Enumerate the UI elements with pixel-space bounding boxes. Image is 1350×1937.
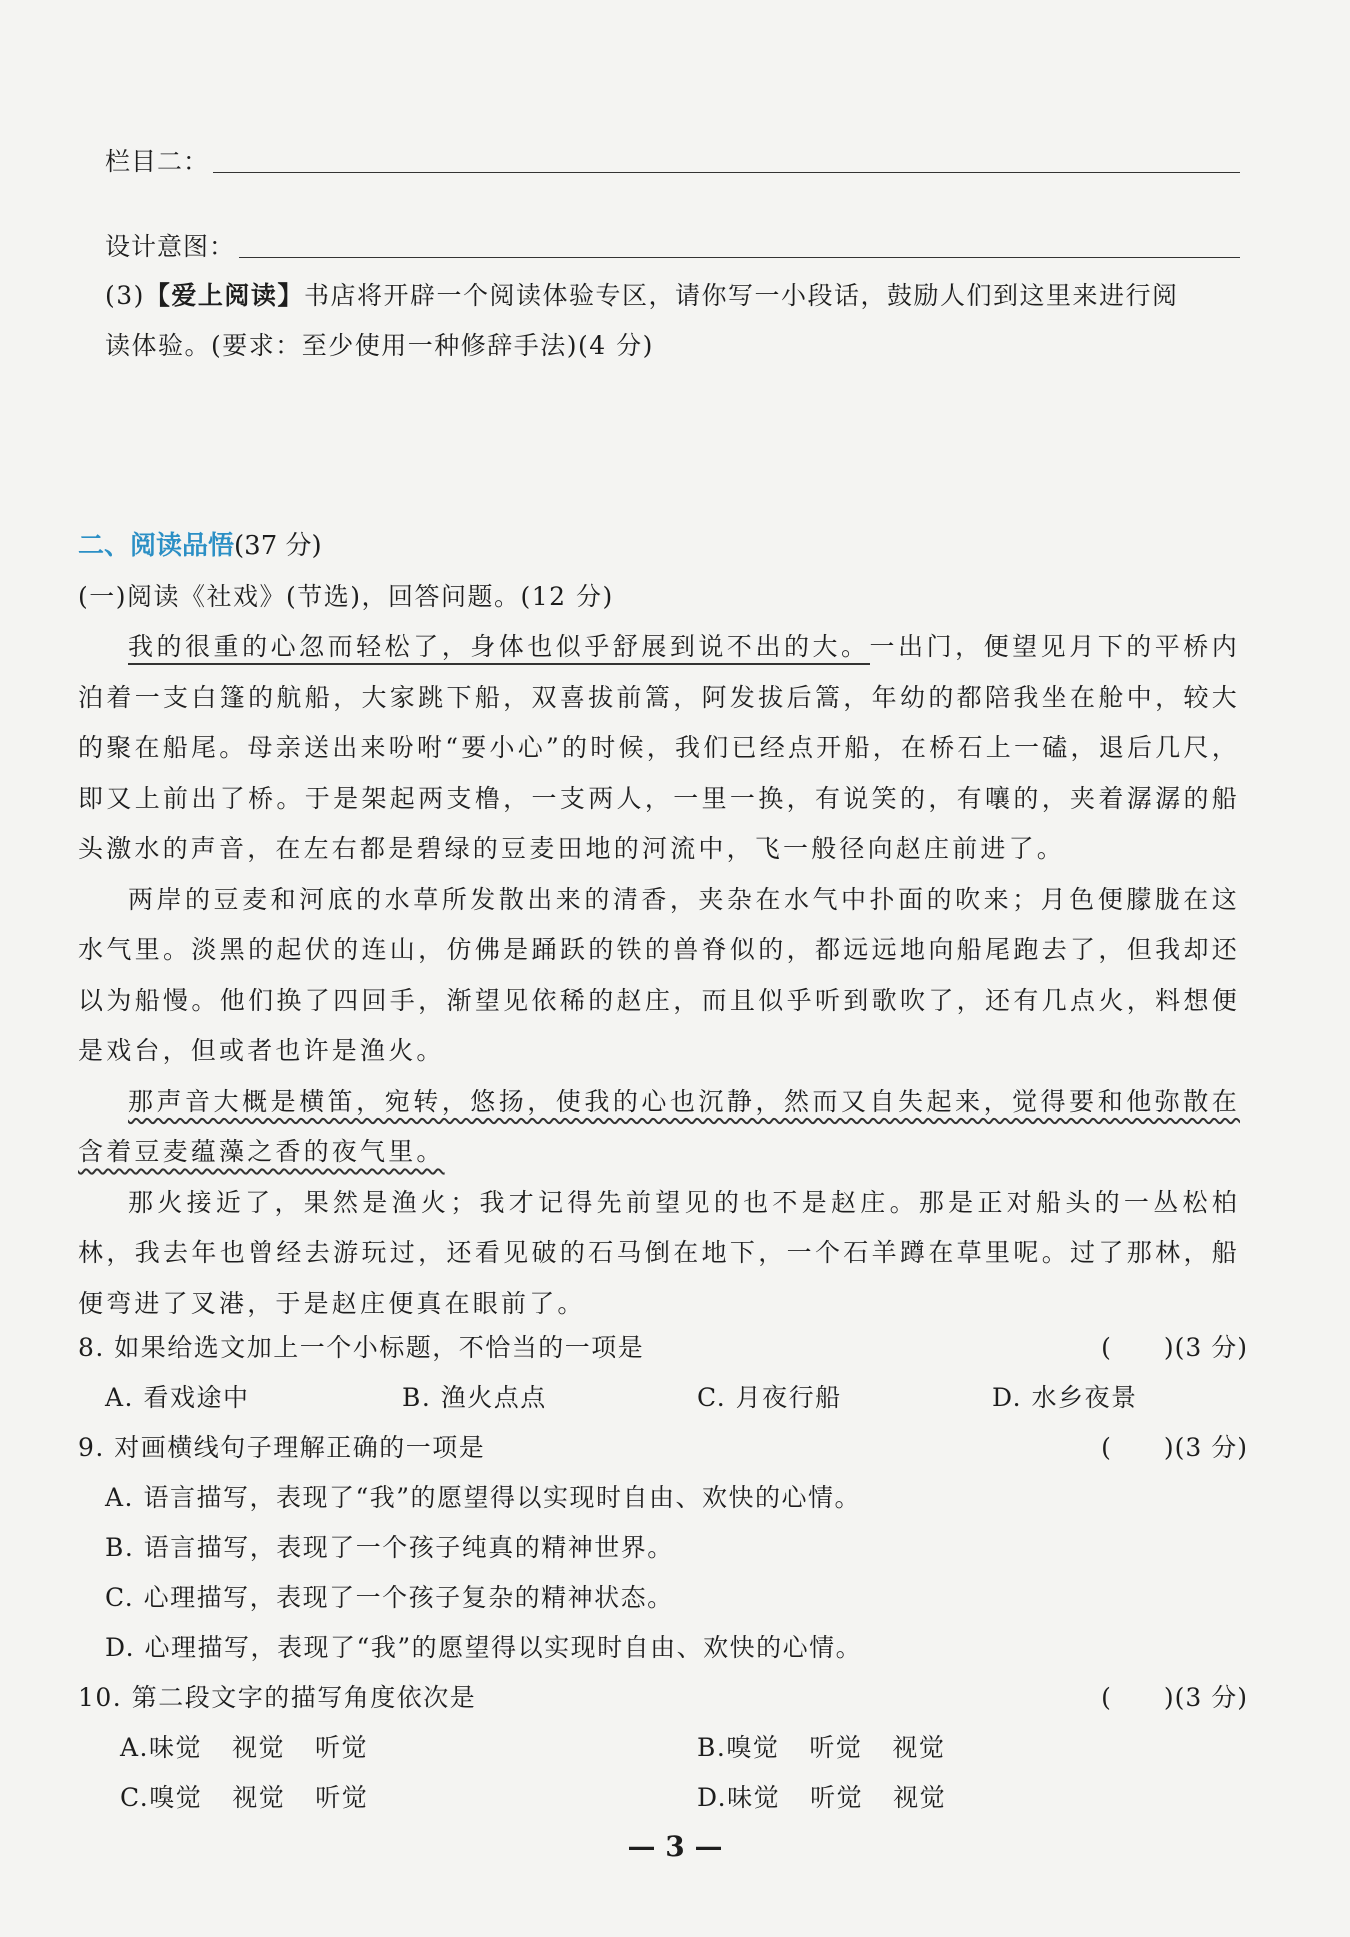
question-3-tag: 【爱上阅读】: [144, 281, 304, 310]
passage-paragraph-2: 两岸的豆麦和河底的水草所发散出来的清香，夹杂在水气中扑面的吹来；月色便朦胧在这水气里。淡黑的起伏的连山，仿佛是踊跃的铁的兽脊似的，都远远地向船尾跑去了，但我却还以为船慢。他们换了四回手，渐望见依稀的赵庄，而且似乎听到歌吹了，还有几点火，料想便是戏台，但或者也许是渔火。: [78, 884, 1240, 1065]
underlined-sentence: 我的很重的心忽而轻松了，身体也似乎舒展到说不出的大。: [128, 632, 870, 665]
question-8: [78, 1323, 1248, 1373]
q9-option-b[interactable]: B. 语言描写，表现了一个孩子纯真的精神世界。: [105, 1533, 674, 1562]
q10-option-d-letter: D.: [697, 1783, 728, 1812]
passage-paragraph-1: [78, 622, 1240, 875]
q10-option-c[interactable]: [120, 1773, 368, 1823]
question-3-line-1: [105, 271, 1245, 321]
question-3-line-2: 读体验。(要求：至少使用一种修辞手法)(4 分): [105, 331, 654, 360]
q10-option-b-word-1: 嗅觉: [726, 1733, 780, 1762]
question-10-answer-blank[interactable]: ( )(3 分): [1101, 1683, 1248, 1712]
design-intent-answer-line[interactable]: [105, 231, 1240, 263]
passage-paragraph-3: [78, 1077, 1240, 1178]
q10-option-a[interactable]: [120, 1723, 368, 1773]
question-3-number: (3): [105, 281, 145, 310]
design-intent-label: 设计意图：: [105, 232, 236, 261]
reading-1-instruction: (一)阅读《社戏》(节选)，回答问题。(12 分): [78, 582, 614, 611]
question-8-text: 8. 如果给选文加上一个小标题，不恰当的一项是: [78, 1333, 645, 1362]
page-number: — 3 —: [627, 1830, 723, 1863]
question-3: [105, 271, 1245, 371]
question-10: [78, 1673, 1248, 1723]
wavy-underlined-sentence: 那声音大概是横笛，宛转，悠扬，使我的心也沉静，然而又自失起来，觉得要和他弥散在含着豆麦蕴藻之香的夜气里。: [78, 1086, 1240, 1166]
q10-option-a-letter: A.: [120, 1733, 150, 1762]
column2-answer-line[interactable]: [105, 146, 1240, 178]
q10-option-d-word-2: 听觉: [810, 1783, 864, 1812]
passage-paragraph-1-rest: 一出门，便望见月下的平桥内泊着一支白篷的航船，大家跳下船，双喜拔前篙，阿发拔后篙，年幼的都陪我坐在舱中，较大的聚在船尾。母亲送出来吩咐“要小心”的时候，我们已经点开船，在桥石上一磕，退后几尺，即又上前出了桥。于是架起两支橹，一支两人，一里一换，有说笑的，有嚷的，夹着潺潺的船头激水的声音，在左右都是碧绿的豆麦田地的河流中，飞一般径向赵庄前进了。: [78, 632, 1240, 863]
q10-option-c-word-1: 嗅觉: [149, 1783, 203, 1812]
q10-option-d[interactable]: [697, 1773, 946, 1823]
q9-option-a[interactable]: A. 语言描写，表现了“我”的愿望得以实现时自由、欢快的心情。: [105, 1483, 862, 1512]
question-9-text: 9. 对画横线句子理解正确的一项是: [78, 1433, 486, 1462]
section-2-score: (37 分): [234, 531, 322, 561]
question-10-text: 10. 第二段文字的描写角度依次是: [78, 1683, 477, 1712]
q9-option-c[interactable]: C. 心理描写，表现了一个孩子复杂的精神状态。: [105, 1583, 674, 1612]
q10-option-d-word-1: 味觉: [727, 1783, 781, 1812]
q10-option-b-word-2: 听觉: [809, 1733, 863, 1762]
section-2-title-text: 二、阅读品悟: [78, 531, 235, 561]
column2-label: 栏目二：: [105, 147, 210, 176]
question-3-text-a: 书店将开辟一个阅读体验专区，请你写一小段话，鼓励人们到这里来进行阅: [303, 281, 1179, 310]
q8-option-a[interactable]: A. 看戏途中: [105, 1383, 250, 1412]
question-8-answer-blank[interactable]: ( )(3 分): [1101, 1333, 1248, 1362]
q10-option-a-word-1: 味觉: [149, 1733, 203, 1762]
q10-option-b-word-3: 视觉: [892, 1733, 946, 1762]
q10-option-b-letter: B.: [697, 1733, 727, 1762]
q8-option-b[interactable]: B. 渔火点点: [402, 1383, 547, 1412]
q10-option-a-word-3: 听觉: [315, 1733, 369, 1762]
q8-option-d[interactable]: D. 水乡夜景: [992, 1383, 1138, 1412]
q10-option-c-letter: C.: [120, 1783, 150, 1812]
passage-paragraph-4: 那火接近了，果然是渔火；我才记得先前望见的也不是赵庄。那是正对船头的一丛松柏林，我去年也曾经去游玩过，还看见破的石马倒在地下，一个石羊蹲在草里呢。过了那林，船便弯进了叉港，于是赵庄便真在眼前了。: [78, 1187, 1240, 1318]
q10-option-d-word-3: 视觉: [893, 1783, 947, 1812]
q10-option-c-word-2: 视觉: [232, 1783, 286, 1812]
column2-underline: [213, 171, 1240, 173]
question-9: [78, 1423, 1248, 1473]
design-intent-underline: [239, 256, 1240, 258]
q10-option-c-word-3: 听觉: [315, 1783, 369, 1812]
q10-option-a-word-2: 视觉: [232, 1733, 286, 1762]
q9-option-d[interactable]: D. 心理描写，表现了“我”的愿望得以实现时自由、欢快的心情。: [105, 1633, 863, 1662]
q10-option-b[interactable]: [697, 1723, 945, 1773]
q8-option-c[interactable]: C. 月夜行船: [697, 1383, 842, 1412]
question-9-answer-blank[interactable]: ( )(3 分): [1101, 1433, 1248, 1462]
section-2-title: [78, 525, 322, 562]
reading-passage: [78, 622, 1240, 1329]
